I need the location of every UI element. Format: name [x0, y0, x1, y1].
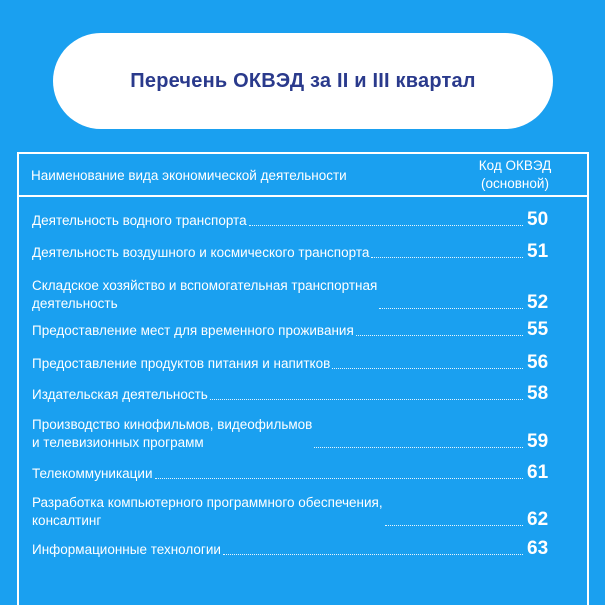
header-activity-name: Наименование вида экономической деятельности	[31, 168, 347, 183]
dotted-leader	[356, 335, 523, 336]
row-label: Издательская деятельность	[32, 387, 208, 402]
dotted-leader	[210, 399, 523, 400]
row-label: Телекоммуникации	[32, 466, 153, 481]
row-code: 55	[527, 319, 549, 340]
row-label: Предоставление мест для временного проживания	[32, 323, 354, 338]
row-label: Производство кинофильмов, видеофильмов и телевизионных программ	[32, 417, 313, 450]
header-code-line2: (основной)	[481, 176, 549, 191]
row-code: 58	[527, 383, 549, 404]
row-label: Разработка компьютерного программного обеспечения, консалтинг	[32, 495, 383, 528]
row-code: 61	[527, 462, 549, 483]
table-row	[32, 210, 571, 230]
table-row	[32, 277, 571, 313]
row-code: 52	[527, 292, 549, 313]
table-row	[32, 320, 571, 340]
row-label: Деятельность водного транспорта	[32, 213, 247, 228]
dotted-leader	[314, 447, 523, 448]
row-code: 63	[527, 538, 549, 559]
dotted-leader	[249, 225, 523, 226]
dotted-leader	[223, 554, 523, 555]
page-title: Перечень ОКВЭД за II и III квартал	[130, 69, 476, 92]
row-code: 59	[527, 431, 549, 452]
table-row	[32, 494, 571, 530]
table-row	[32, 539, 571, 559]
table-row	[32, 384, 571, 404]
dotted-leader	[385, 525, 523, 526]
row-label: Деятельность воздушного и космического транспорта	[32, 245, 370, 260]
row-code: 50	[527, 209, 549, 230]
table-row	[32, 416, 571, 452]
table-row	[32, 353, 571, 373]
dotted-leader	[379, 308, 523, 309]
row-label: Складское хозяйство и вспомогательная транспортная деятельность	[32, 278, 378, 311]
table-row	[32, 242, 571, 262]
dotted-leader	[332, 368, 523, 369]
okved-table	[17, 152, 589, 605]
row-code: 62	[527, 509, 549, 530]
row-code: 56	[527, 352, 549, 373]
header-code-line1: Код ОКВЭД	[478, 158, 552, 173]
row-label: Информационные технологии	[32, 542, 221, 557]
row-code: 51	[527, 241, 549, 262]
dotted-leader	[371, 257, 523, 258]
row-label: Предоставление продуктов питания и напитков	[32, 356, 331, 371]
header-okved-code	[465, 157, 565, 193]
table-header	[19, 154, 587, 197]
dotted-leader	[155, 478, 524, 479]
table-row	[32, 463, 571, 483]
title-banner	[53, 33, 553, 129]
